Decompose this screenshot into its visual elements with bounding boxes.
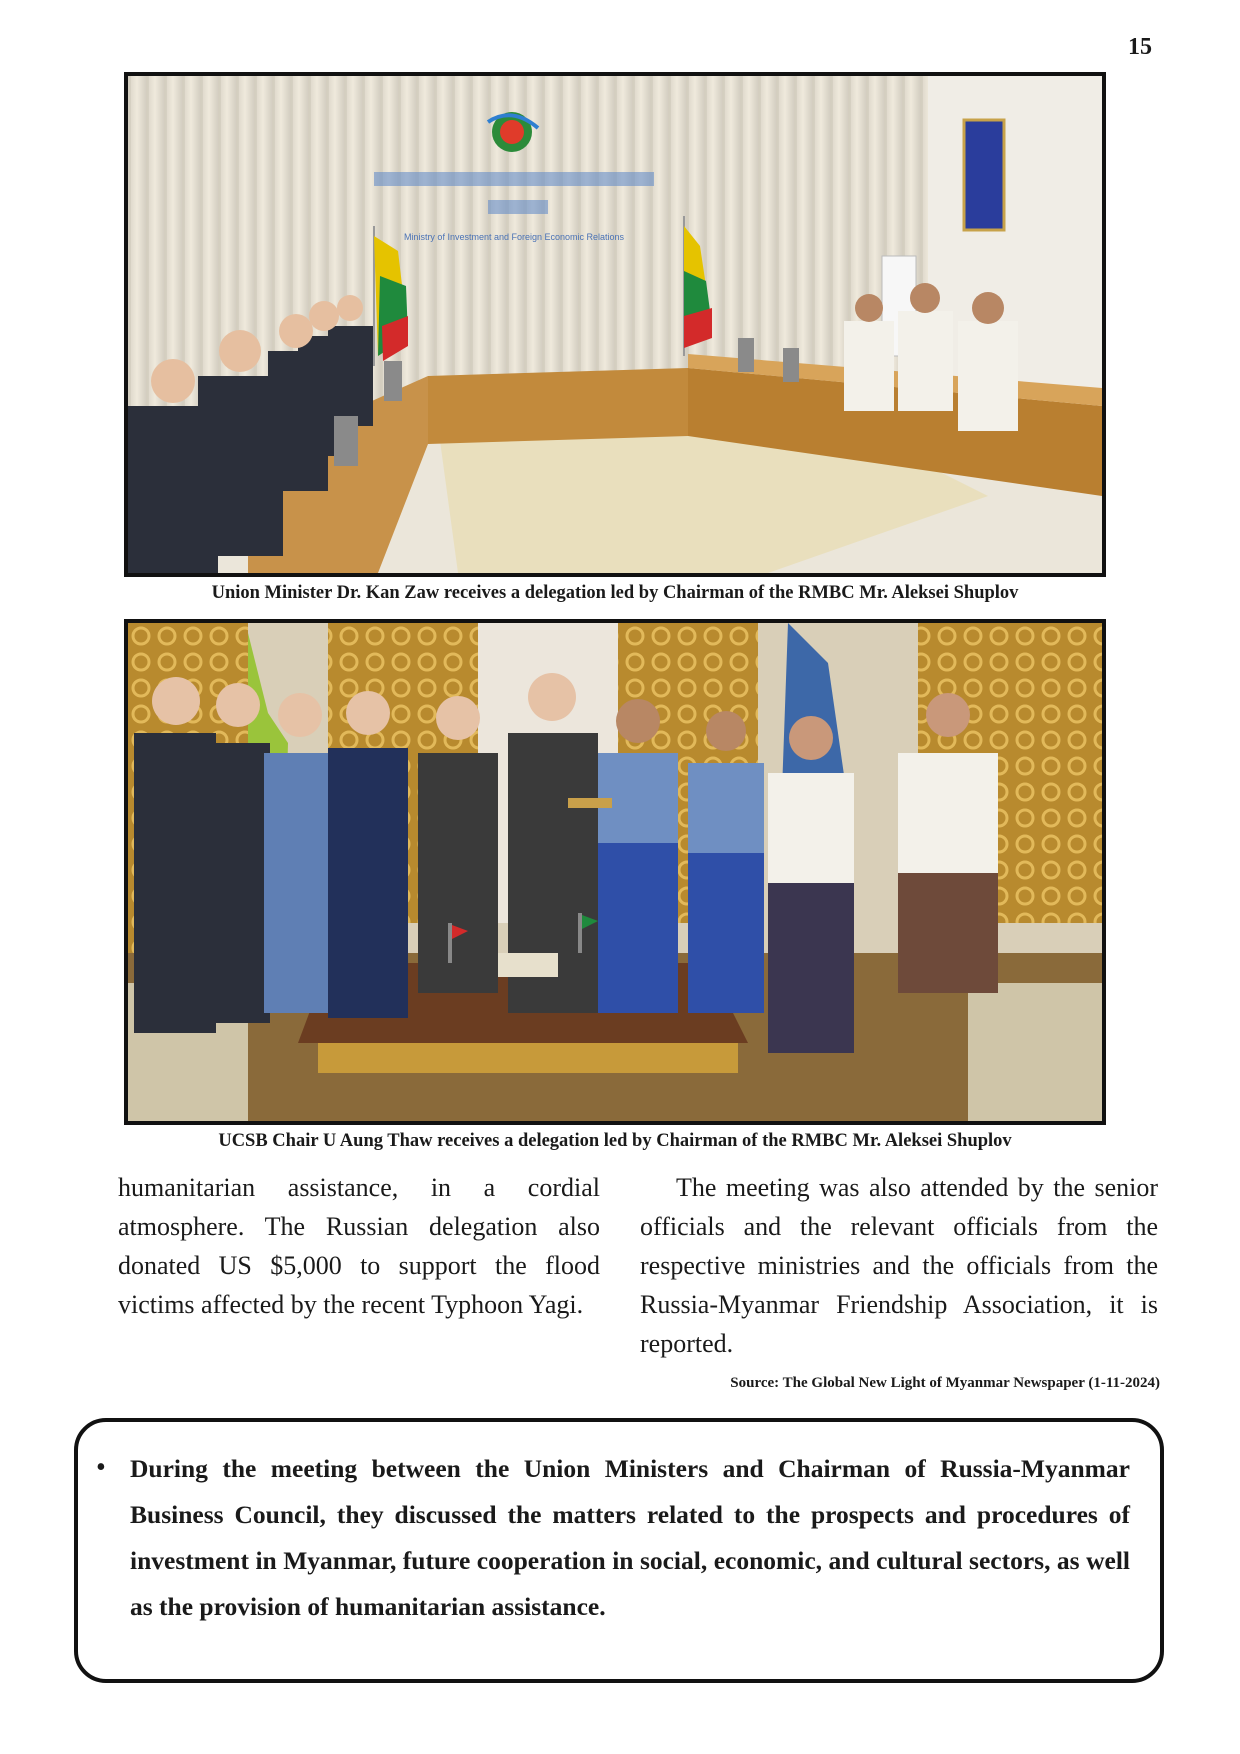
article-paragraph-right: The meeting was also attended by the senior officials and the relevant officials from the respective ministries and the officials from the Russia-Myanmar Friendship Association, it is reported. xyxy=(640,1173,1158,1358)
photo-caption-2: UCSB Chair U Aung Thaw receives a delegation led by Chairman of the RMBC Mr. Aleksei Shuplov xyxy=(218,1131,1012,1151)
table-back xyxy=(428,368,688,444)
article-paragraph-left: humanitarian assistance, in a cordial atmosphere. The Russian delegation also donated US $5,000 to support the flood victims affected by the recent Typhoon Yagi. xyxy=(118,1173,600,1319)
page-number: 15 xyxy=(1128,34,1152,60)
source-citation: Source: The Global New Light of Myanmar Newspaper (1-11-2024) xyxy=(730,1375,1160,1391)
tissue-box xyxy=(498,953,558,977)
photo-caption-1: Union Minister Dr. Kan Zaw receives a delegation led by Chairman of the RMBC Mr. Aleksei Shuplov xyxy=(211,583,1019,603)
meeting-room-illustration xyxy=(128,76,1102,573)
article-right-column xyxy=(640,1168,1158,1363)
article-left-column xyxy=(118,1168,600,1324)
meeting-room-photo xyxy=(124,72,1106,577)
group-photo-illustration xyxy=(128,623,1102,1121)
group-photo xyxy=(124,619,1106,1125)
myanmar-officials xyxy=(844,283,1018,431)
armchair-right xyxy=(968,983,1102,1121)
gift-plaque xyxy=(568,798,612,808)
wall-sign-english: Ministry of Investment and Foreign Economic Relations xyxy=(403,232,625,242)
summary-text: During the meeting between the Union Ministers and Chairman of Russia-Myanmar Business Council, they discussed the matters related to the prospects and procedures of investment in Myanmar, future cooperation in social, economic, and cultural sectors, as well as the provision of humanitarian assistance. xyxy=(130,1454,1130,1621)
summary-box xyxy=(74,1418,1164,1683)
bullet-icon: • xyxy=(96,1452,106,1483)
notice-board xyxy=(964,120,1004,230)
